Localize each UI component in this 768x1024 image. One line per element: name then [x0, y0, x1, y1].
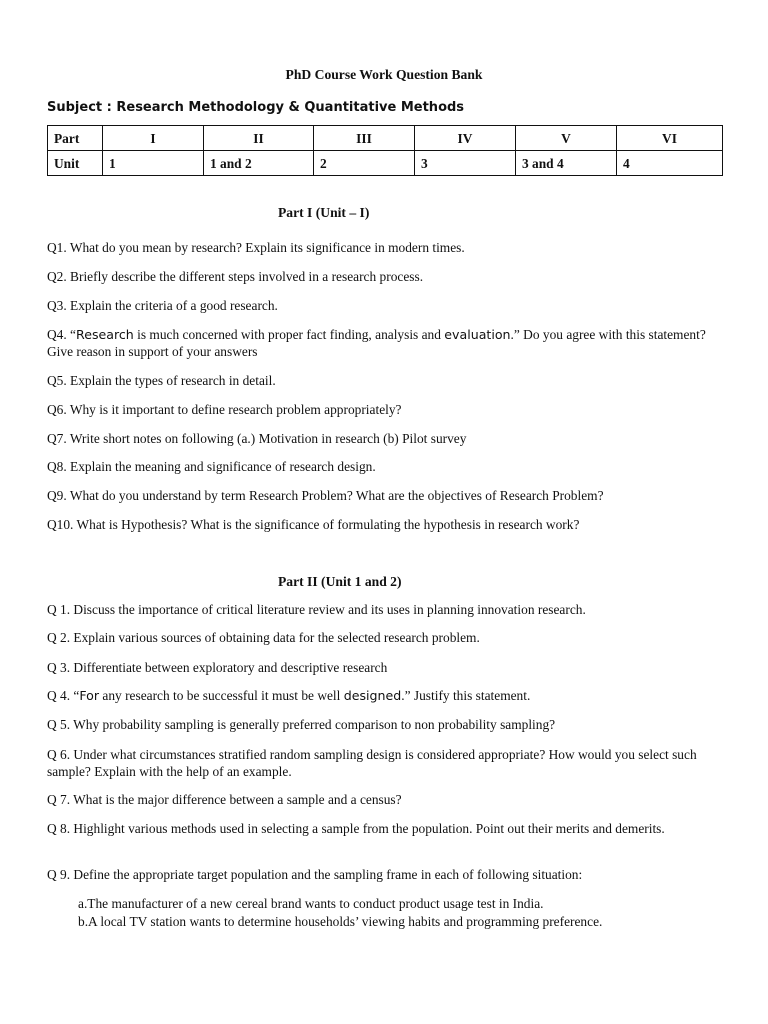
- part2-question-2: Q 2. Explain various sources of obtaining data for the selected research problem.: [47, 630, 480, 645]
- table-cell: 1 and 2: [204, 151, 314, 176]
- part1-heading: Part I (Unit – I): [278, 205, 370, 220]
- part2-question-9: Q 9. Define the appropriate target population and the sampling frame in each of following situation:: [47, 867, 583, 882]
- part2-question-3: Q 3. Differentiate between exploratory and descriptive research: [47, 660, 388, 675]
- table-cell: 1: [103, 151, 204, 176]
- q-text: ’ viewing habits and programming preference.: [354, 914, 603, 929]
- table-cell: VI: [617, 126, 723, 151]
- table-cell: 2: [314, 151, 415, 176]
- q-text: For: [79, 688, 100, 703]
- q-text: designed: [343, 688, 402, 703]
- part2-question-9-a: a.The manufacturer of a new cereal brand wants to conduct product usage test in India.: [78, 896, 544, 911]
- part-unit-table: [47, 125, 723, 176]
- part1-question-2: Q2. Briefly describe the different steps involved in a research process.: [47, 269, 424, 284]
- q-text: any research to be successful it must be well: [99, 688, 344, 703]
- part2-question-9-b: [78, 913, 718, 930]
- table-cell: II: [204, 126, 314, 151]
- table-cell: IV: [415, 126, 516, 151]
- part1-question-4: [47, 326, 722, 360]
- table-cell: I: [103, 126, 204, 151]
- table-cell: Part: [48, 126, 103, 151]
- table-cell: III: [314, 126, 415, 151]
- q-text: is much concerned with proper fact finding, analysis and: [133, 327, 445, 342]
- q-text: households: [294, 914, 355, 929]
- part1-question-10: Q10. What is Hypothesis? What is the significance of formulating the hypothesis in research work?: [47, 517, 580, 532]
- q-text: .” Justify this statement.: [401, 688, 531, 703]
- table-cell: 3 and 4: [516, 151, 617, 176]
- part2-question-8: Q 8. Highlight various methods used in selecting a sample from the population. Point out their merits and demerits.: [47, 821, 665, 836]
- table-row-part: [48, 126, 723, 151]
- part1-question-8: Q8. Explain the meaning and significance of research design.: [47, 459, 376, 474]
- part1-question-7: Q7. Write short notes on following (a.) Motivation in research (b) Pilot survey: [47, 431, 467, 446]
- table-cell: Unit: [48, 151, 103, 176]
- q-text: .” Do you agree with this statement? Give reason in support of your answers: [47, 327, 706, 359]
- subject-line: Subject : Research Methodology & Quantitative Methods: [47, 100, 465, 115]
- part1-question-1: Q1. What do you mean by research? Explain its significance in modern times.: [47, 240, 465, 255]
- document-title: PhD Course Work Question Bank: [285, 67, 483, 82]
- q-text: Q 4. “: [47, 688, 80, 703]
- part2-question-4: [47, 687, 722, 704]
- part1-question-3: Q3. Explain the criteria of a good research.: [47, 298, 278, 313]
- part2-question-1: Q 1. Discuss the importance of critical literature review and its uses in planning innovation research.: [47, 602, 586, 617]
- part2-question-5: Q 5. Why probability sampling is generally preferred comparison to non probability sampling?: [47, 717, 556, 732]
- part1-question-6: Q6. Why is it important to define research problem appropriately?: [47, 402, 402, 417]
- part2-heading: Part II (Unit 1 and 2): [278, 574, 402, 589]
- part1-question-9: Q9. What do you understand by term Research Problem? What are the objectives of Research Problem?: [47, 488, 604, 503]
- q-text: b.A local TV station wants to determine: [78, 914, 295, 929]
- table-cell: 3: [415, 151, 516, 176]
- q-text: evaluation: [444, 327, 511, 342]
- table-cell: 4: [617, 151, 723, 176]
- q-text: Q4. “: [47, 327, 77, 342]
- table-row-unit: [48, 151, 723, 176]
- part2-question-6: Q 6. Under what circumstances stratified random sampling design is considered appropriate? How would you select such sample? Explain with the help of an example.: [47, 747, 697, 779]
- part2-question-7: Q 7. What is the major difference between a sample and a census?: [47, 792, 402, 807]
- part1-question-5: Q5. Explain the types of research in detail.: [47, 373, 276, 388]
- table-cell: V: [516, 126, 617, 151]
- q-text: Research: [76, 327, 134, 342]
